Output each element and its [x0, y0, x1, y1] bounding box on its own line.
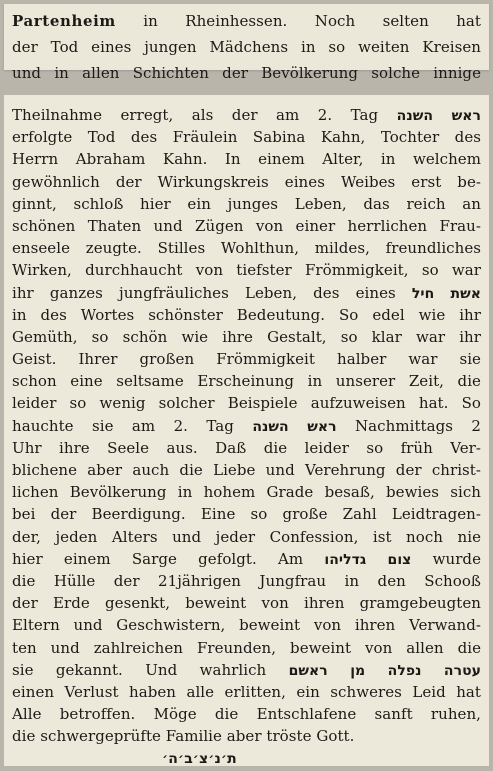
line-text: bei der Beerdigung. Eine so große Zahl Leidtragen- — [12, 505, 481, 524]
newspaper-clip-top — [4, 4, 489, 82]
line-text: der Tod eines jungen Mädchens in so weiten Kreisen — [12, 38, 481, 56]
line-text: Uhr ihre Seele aus. Daß die leider so früh Ver- — [12, 438, 481, 457]
article-line-6 — [12, 148, 481, 170]
line-text: leider so wenig solcher Beispiele aufzuweisen hat. So — [12, 394, 481, 413]
article-line-13 — [12, 304, 481, 326]
article-line-29 — [12, 659, 481, 681]
article-line-17 — [12, 392, 481, 414]
hebrew-phrase: ת׳נ׳צ׳ב׳ה׳ — [162, 751, 237, 768]
line-text: der Erde gesenkt, beweint von ihren gramgebeugten — [12, 594, 481, 613]
article-line-5 — [12, 126, 481, 148]
hebrew-phrase: עטרה נפלה מן ראשם — [288, 662, 482, 679]
line-text: einen Verlust haben alle erlitten, ein schweres Leid hat — [12, 682, 481, 701]
line-text: gewöhnlich der Wirkungskreis eines Weibes erst be- — [12, 172, 481, 191]
line-text: erfolgte Tod des Fräulein Sabina Kahn, Tochter des — [12, 128, 481, 147]
line-text: blichene aber auch die Liebe und Verehrung der christ- — [12, 461, 481, 479]
line-text: in des Wortes schönster Bedeutung. So edel wie ihr — [12, 305, 481, 324]
line-text: Wirken, durchhaucht von tiefster Frömmigkeit, so war — [12, 261, 481, 280]
article-line-2 — [12, 34, 481, 60]
line-text: hier einem Sarge gefolgt. Am — [12, 549, 325, 568]
line-text: enseele zeugte. Stilles Wohlthun, mildes, freundliches — [12, 239, 481, 258]
line-text: lichen Bevölkerung in hohem Grade besaß, bewies sich — [12, 483, 481, 502]
article-line-27 — [12, 614, 481, 636]
article-line-26 — [12, 592, 481, 614]
article-line-23 — [12, 526, 481, 548]
article-line-16 — [12, 370, 481, 392]
line-text: der, jeden Alters und jeder Confession, ist noch nie — [12, 527, 481, 546]
article-line-12 — [12, 282, 481, 304]
article-line-14 — [12, 326, 481, 348]
article-line-3 — [12, 60, 481, 86]
line-text: ten und zahlreichen Freunden, beweint von allen die — [12, 638, 481, 657]
article-line-1 — [12, 8, 481, 34]
article-line-10 — [12, 237, 481, 259]
hebrew-phrase: ראש השנה — [396, 108, 482, 124]
article-line-8 — [12, 193, 481, 215]
line-text: ihr ganzes jungfräuliches Leben, des eines — [12, 283, 412, 302]
article-line-9 — [12, 215, 481, 237]
article-line-25 — [12, 570, 481, 592]
line-text: Eltern und Geschwistern, beweint von ihren Verwand- — [12, 616, 481, 635]
line-text: schon eine seltsame Erscheinung in unserer Zeit, die — [12, 372, 481, 391]
article-line-11 — [12, 259, 481, 281]
line-text: Alle betroffen. Möge die Entschlafene sanft ruhen, — [12, 705, 481, 724]
line-text: sie gekannt. Und wahrlich — [12, 660, 289, 679]
line-text: Geist. Ihrer großen Frömmigkeit halber war sie — [12, 350, 481, 369]
line-text: Theilnahme erregt, als der am 2. Tag — [12, 106, 397, 124]
article-line-28 — [12, 637, 481, 659]
line-text: in Rheinhessen. Noch selten hat — [115, 12, 481, 30]
line-text-tail: Nachmittags 2 — [336, 416, 481, 435]
hebrew-phrase: ראש השנה — [252, 418, 337, 435]
article-line-22 — [12, 503, 481, 525]
line-text: und in allen Schichten der Bevölkerung solche innige — [12, 64, 481, 82]
line-text-tail: wurde — [411, 549, 481, 568]
article-line-20 — [12, 459, 481, 481]
article-line-24 — [12, 548, 481, 570]
line-text: Gemüth, so schön wie ihre Gestalt, so klar war ihr — [12, 327, 481, 346]
article-line-33 — [12, 747, 481, 769]
line-text: die Hülle der 21jährigen Jungfrau in den Schooß — [12, 571, 481, 590]
article-line-19 — [12, 437, 481, 459]
article-line-32 — [12, 725, 481, 747]
article-line-31 — [12, 703, 481, 725]
article-line-21 — [12, 481, 481, 503]
line-text: die schwergeprüfte Familie aber tröste Gott. — [12, 727, 355, 746]
article-line-18 — [12, 415, 481, 437]
place-heading: Partenheim — [12, 12, 116, 30]
article-line-15 — [12, 348, 481, 370]
newspaper-clip-main — [4, 95, 489, 766]
article-line-30 — [12, 681, 481, 703]
article-line-4 — [12, 104, 481, 126]
line-text: schönen Thaten und Zügen von einer herrlichen Frau- — [12, 216, 481, 235]
line-text: hauchte sie am 2. Tag — [12, 416, 253, 435]
line-text: Herrn Abraham Kahn. In einem Alter, in welchem — [12, 150, 481, 169]
hebrew-phrase: אשת חיל — [411, 285, 481, 302]
hebrew-phrase: צום גדליהו — [324, 551, 412, 568]
article-line-7 — [12, 171, 481, 193]
line-text: ginnt, schloß hier ein junges Leben, das reich an — [12, 194, 481, 213]
